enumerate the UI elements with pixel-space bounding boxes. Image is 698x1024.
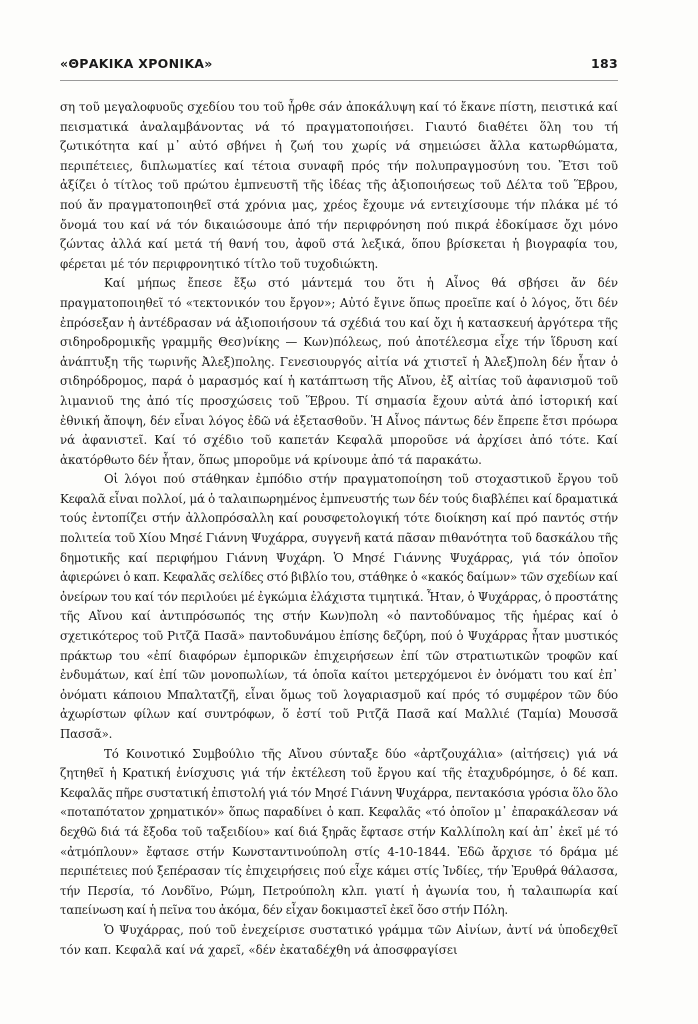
- paragraph: Καί μήπως ἔπεσε ἔξω στό μάντεμά του ὅτι ἡ Αἶνος θά σβήσει ἄν δέν πραγματοποιηθεῖ τό «τεκτονικόν του ἔργον»; Αὐτό ἔγινε ὅπως προεῖπε καί ὁ λόγος, ὅτι δέν ἐπρόσεξαν ἡ ἀντέδρασαν νά ἀξιοποιήσουν τά σχέδιά του καί ὄχι ἡ κατασκευή ἀργότερα τῆς σιδηροδρομικῆς γραμμῆς Θεσ)νίκης — Κων)πόλεως, πού ἀποτέλεσμα εἶχε τήν ἵδρυση καί ἀνάπτυξη τῆς τωρινῆς Ἀλεξ)πολης. Γενεσιουργός αἰτία νά χτιστεῖ ἡ Ἀλεξ)πολη δέν ἦταν ὁ σιδηρόδρομος, παρά ὁ μαρασμός καί ἡ κατάπτωση τῆς Αἴνου, ἐξ αἰτίας τοῦ ἀφανισμοῦ τοῦ λιμανιοῦ της ἀπό τίς προσχώσεις τοῦ Ἕβρου. Τί σημασία ἔχουν αὐτά ἀπό ἱστορική καί ἐθνική ἄποψη, δέν εἶναι λόγος ἐδῶ νά ἐξετασθοῦν. Ἡ Αἶνος πάντως δέν ἔπρεπε ἔτσι πρόωρα νά ἀφανιστεῖ. Καί τό σχέδιο τοῦ καπετάν Κεφαλᾶ μποροῦσε νά ἀρχίσει ἀπό τότε. Καί ἀκατόρθωτο δέν ἦταν, ὅπως μποροῦμε νά κρίνουμε ἀπό τά παρακάτω.: [60, 276, 618, 467]
- paragraph: Τό Κοινοτικό Συμβούλιο τῆς Αἴνου σύνταξε δύο «ἀρτζουχάλια» (αἰτήσεις) γιά νά ζητηθεῖ ἡ Κρατική ἐνίσχυσις γιά τήν ἐκτέλεση τοῦ ἔργου καί τῆς ἐταχυδρόμησε, ὁ δέ καπ. Κεφαλᾶς πῆρε συστατική ἐπιστολή γιά τόν Μησέ Γιάννη Ψυχάρρα, πεντακόσια γρόσια ὅλο ὅλο «ποταπότατον χρηματικόν» ὅπως παραδίνει ὁ καπ. Κεφαλᾶς «τό ὁποῖον μ᾽ ἐπαρακάλεσαν νά δεχθῶ διά τά ἔξοδα τοῦ ταξειδίου» καί διά ξηρᾶς ἔφτασε στήν Καλλίπολη καί ἀπ᾽ ἐκεῖ μέ τό «ἀτμόπλουν» ἔφτασε στήν Κωνσταντινούπολη στίς 4-10-1844. Ἐδῶ ἄρχισε τό δράμα μέ περιπέτειες πού ξεπέρασαν τίς ἐπιχειρήσεις πού εἶχε κάμει στίς Ἰνδίες, τήν Ἐρυθρά θάλασσα, τήν Περσία, τό Λονδῖνο, Ρώμη, Πετρούπολη κλπ. γιατί ἡ ἀγωνία του, ἡ ταλαιπωρία καί ταπείνωση καί ἡ πεῖνα του ἀκόμα, δέν εἶχαν δοκιμαστεῖ ἐκεῖ ὅσο στήν Πόλη.: [60, 746, 618, 918]
- paragraph: Οἱ λόγοι πού στάθηκαν ἐμπόδιο στήν πραγματοποίηση τοῦ στοχαστικοῦ ἔργου τοῦ Κεφαλᾶ εἶναι πολλοί, μά ὁ ταλαιπωρημένος ἐμπνευστής των δέν τούς διαβλέπει καί δραματικά τούς ἐντοπίζει στήν ἀλλοπρόσαλλη καί ρουσφετολογική τότε διοίκηση καί πρό παντός στήν πολιτεία τοῦ Χίου Μησέ Γιάννη Ψυχάρρα, συγγενῆ κατά πᾶσαν πιθανότητα τοῦ δασκάλου τῆς δημοτικῆς καί περιφήμου Γιάννη Ψυχάρη. Ὁ Μησέ Γιάννης Ψυχάρρας, γιά τόν ὁποῖον ἀφιερώνει ὁ καπ. Κεφαλᾶς σελίδες στό βιβλίο του, στάθηκε ὁ «κακός δαίμων» τῶν σχεδίων καί ὀνείρων του καί τόν περιλούει μέ ἐγκώμια ἐλάχιστα τιμητικά. Ἦταν, ὁ Ψυχάρρας, ὁ προστάτης τῆς Αἴνου καί ἀντιπρόσωπός της στήν Κων)πολη «ὁ παντοδύναμος τῆς ἡμέρας καί ὁ σχετικότερος τοῦ Ριτζᾶ Πασᾶ» παντοδυνάμου ἐπίσης δεζύρη, πού ὁ Ψυχάρρας ἦταν μυστικός πράκτωρ του «ἐπί διαφόρων ἐμπορικῶν ἐπιχειρήσεων ἐπί τῶν στρατιωτικῶν τροφῶν καί ἐνδυμάτων, καί ἐπί τῶν μονοπωλίων, τά ὁποῖα καίτοι μετερχόμενοι ἐν ὀνόματι του καί ἐπ᾽ ὀνόματι κάποιου Μπαλτατζῆ, εἶναι ὅμως τοῦ λογαριασμοῦ καί πρός τό συμφέρον τῶν δύο ἀχωρίστων φίλων καί συντρόφων, ὅ ἐστί τοῦ Ριτζᾶ Πασᾶ καί Μαλλιέ (Ταμία) Μουσσᾶ Πασσᾶ».: [60, 472, 618, 741]
- paragraph: Ὁ Ψυχάρρας, πού τοῦ ἐνεχείρισε συστατικό γράμμα τῶν Αἰνίων, ἀντί νά ὑποδεχθεῖ τόν καπ. Κεφαλᾶ καί νά χαρεῖ, «δέν ἐκαταδέχθη νά ἀποσφραγίσει: [60, 922, 618, 957]
- header-rule: [60, 80, 618, 81]
- journal-title: «ΘΡΑΚΙΚΑ ΧΡΟΝΙΚΑ»: [60, 56, 213, 71]
- running-header: [60, 56, 618, 78]
- paragraph: ση τοῦ μεγαλοφυοῦς σχεδίου του τοῦ ἦρθε σάν ἀποκάλυψη καί τό ἔκανε πίστη, πειστικά καί πεισματικά ἀναλαμβάνοντας νά τό πραγματοποιήσει. Γιαυτό διαθέτει ὅλη του τή ζωτικότητα καί μ᾽ αὐτό σβήνει ἡ ζωή του χωρίς νά σημειώσει ἄλλα κατωρθώματα, περιπέτειες, διπλωματίες καί τέτοια συναφῆ πρός τήν πολυπραγμοσύνη του. Ἔτσι τοῦ ἀξίζει ὁ τίτλος τοῦ πρώτου ἐμπνευστῆ τῆς ἰδέας τῆς ἀξιοποιήσεως τοῦ Δέλτα τοῦ Ἕβρου, πού ἄν πραγματοποιηθεῖ στά χρόνια μας, χρέος ἔχουμε νά εντειχίσουμε τήν πλάκα μέ τό ὄνομά του καί νά τόν δικαιώσουμε ἀπό τήν περιφρόνηση πού πικρά ἐδοκίμασε ὄχι μόνο ζώντας ἀλλά καί μετά τή θανή του, ἀφοῦ στά λεξικά, ὅπου βρίσκεται ἡ βιογραφία του, φέρεται μέ τόν περιφρονητικό τίτλο τοῦ τυχοδιώκτη.: [60, 100, 618, 271]
- body-text: [60, 98, 618, 990]
- page-number: 183: [591, 56, 618, 71]
